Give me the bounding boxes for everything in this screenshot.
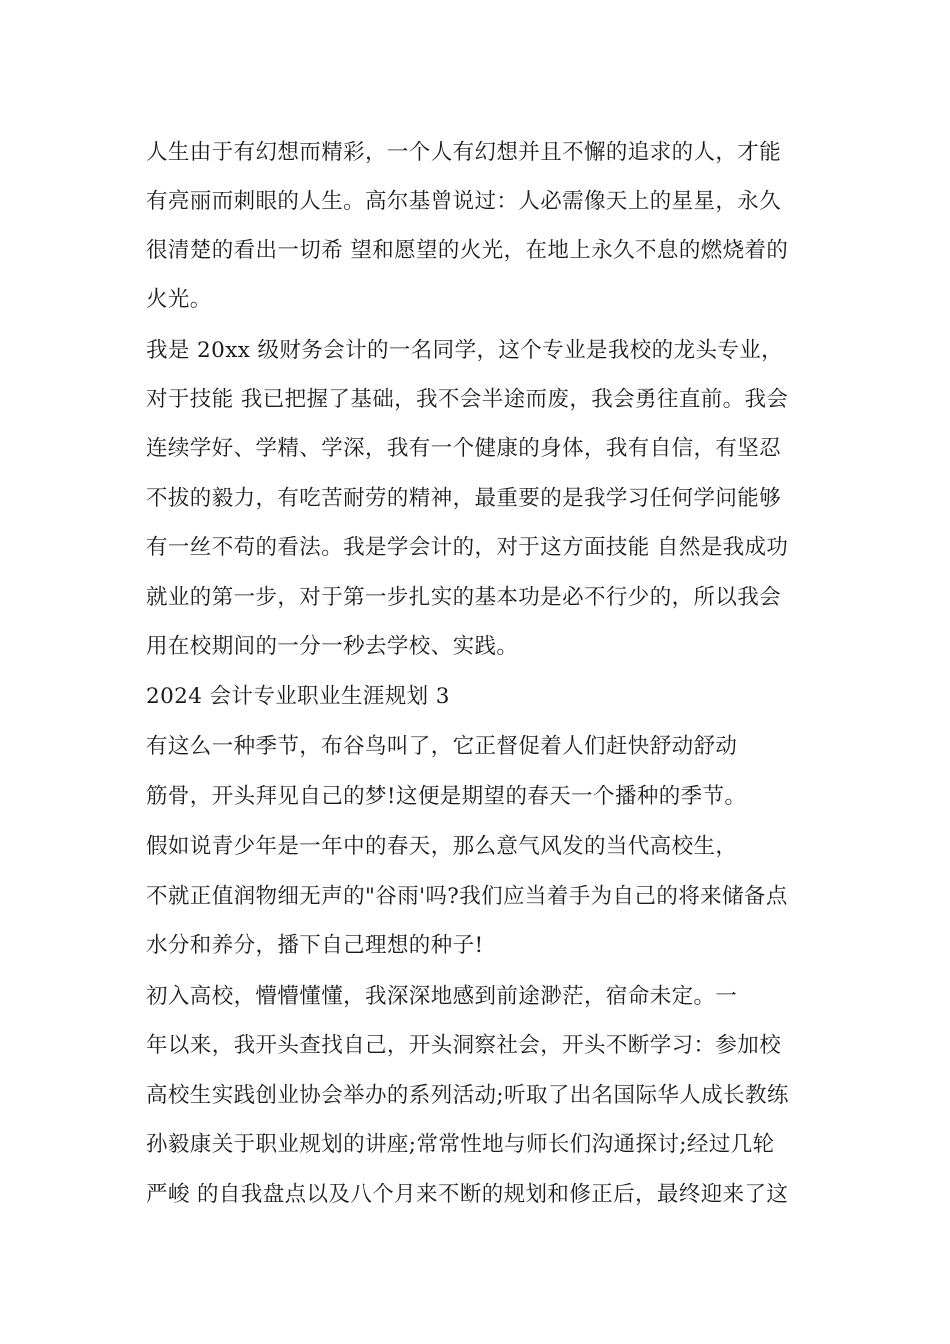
text-line-18: 初入高校，懵懵懂懂，我深深地感到前途渺茫，宿命未定。一 [146,984,738,1009]
text-line-7: 连续学好、学精、学深，我有一个健康的身体，我有自信，有坚忍 [146,436,782,461]
text-line-22: 严峻 的自我盘点以及八个月来不断的规划和修正后，最终迎来了这 [146,1182,789,1207]
text-line-13: 有这么一种季节，布谷鸟叫了，它正督促着人们赶快舒动舒动 [146,734,738,759]
text-line-6: 对于技能 我已把握了基础，我不会半途而废，我会勇往直前。我会 [146,387,789,412]
text-line-19: 年以来，我开头查找自己，开头洞察社会，开头不断学习：参加校 [146,1033,782,1058]
text-line-2: 有亮丽而刺眼的人生。高尔基曾说过：人必需像天上的星星，永久 [146,189,782,214]
text-line-10: 就业的第一步，对于第一步扎实的基本功是必不行少的，所以我会 [146,585,782,610]
text-line-5: 我是 20xx 级财务会计的一名同学，这个专业是我校的龙头专业， [146,338,784,363]
text-line-14: 筋骨，开头拜见自己的梦!这便是期望的春天一个播种的季节。 [146,784,747,809]
text-line-15: 假如说青少年是一年中的春天，那么意气风发的当代高校生， [146,834,738,859]
text-line-20: 高校生实践创业协会举办的系列活动;听取了出名国际华人成长教练 [146,1083,789,1108]
text-line-11: 用在校期间的一分一秒去学校、实践。 [146,634,519,659]
text-line-17: 水分和养分，播下自己理想的种子! [146,933,484,958]
text-line-9: 有一丝不苟的看法。我是学会计的，对于这方面技能 自然是我成功 [146,535,789,560]
text-line-3: 很清楚的看出一切希 望和愿望的火光，在地上永久不息的燃烧着的 [146,238,789,263]
text-line-8: 不拔的毅力，有吃苦耐劳的精神，最重要的是我学习任何学问能够 [146,486,782,511]
text-line-16: 不就正值润物细无声的"谷雨'吗?我们应当着手为自己的将来储备点 [146,884,788,909]
text-line-1: 人生由于有幻想而精彩，一个人有幻想并且不懈的追求的人，才能 [146,140,782,165]
section-heading: 2024 会计专业职业生涯规划 3 [146,684,450,709]
text-line-4: 火光。 [146,287,212,312]
text-line-21: 孙毅康关于职业规划的讲座;常常性地与师长们沟通探讨;经过几轮 [146,1132,775,1157]
